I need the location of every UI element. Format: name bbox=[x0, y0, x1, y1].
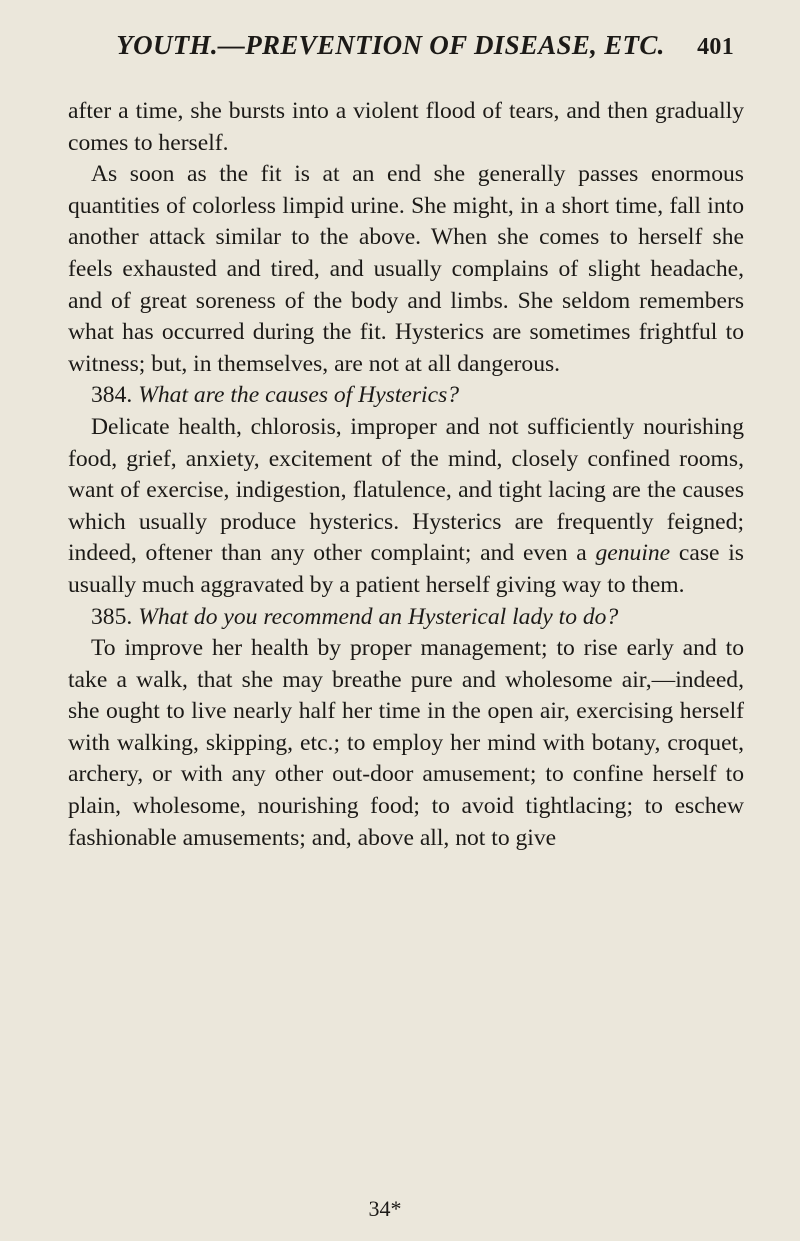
running-title: YOUTH.—PREVENTION OF DISEASE, ETC. bbox=[116, 30, 665, 60]
running-head bbox=[100, 30, 734, 70]
question-number: 385. bbox=[91, 603, 133, 630]
question-text: What are the causes of Hysterics? bbox=[138, 382, 460, 409]
emphasis-genuine: genuine bbox=[595, 540, 671, 567]
question-384 bbox=[68, 380, 744, 412]
page-number: 401 bbox=[697, 34, 734, 60]
paragraph-fit-aftermath: As soon as the fit is at an end she generally passes enormous quantities of colorless limpid urine. She might, in a short time, fall into another attack similar to the above. When she comes to herself she feels exhausted and tired, and usually complains of slight headache, and of great soreness of the body and limbs. She seldom remembers what has occurred during the fit. Hysterics are sometimes frightful to witness; but, in themselves, are not at all dangerous. bbox=[68, 161, 744, 377]
question-text: What do you recommend an Hysterical lady to do? bbox=[138, 603, 619, 630]
body-text bbox=[68, 96, 744, 854]
question-385 bbox=[68, 602, 744, 634]
answer-385: To improve her health by proper management; to rise early and to take a walk, that she may breathe pure and wholesome air,—indeed, she ought to live nearly half her time in the open air, exercising herself with walking, skipping, etc.; to employ her mind with botany, croquet, archery, or with any other out-door amusement; to confine herself to plain, wholesome, nourishing food; to avoid tightlacing; to eschew fashionable amusements; and, above all, not to give bbox=[68, 635, 744, 851]
paragraph-continuation: after a time, she bursts into a violent flood of tears, and then gradually comes to herself. bbox=[68, 98, 744, 156]
signature-mark: 34* bbox=[368, 1196, 402, 1221]
answer-text-end: case is usually much aggravated by a patient herself giving way to them. bbox=[68, 540, 744, 598]
question-number: 384. bbox=[91, 382, 133, 409]
answer-384 bbox=[68, 412, 744, 602]
answer-text: Delicate health, chlorosis, improper and not sufficiently nourishing food, grief, anxiety, excitement of the mind, closely confined rooms, want of exercise, indigestion, flatulence, and tight lacing are the causes which usually produce hysterics. Hysterics are frequently feigned; indeed, oftener than any other complaint; and even a bbox=[68, 413, 744, 567]
